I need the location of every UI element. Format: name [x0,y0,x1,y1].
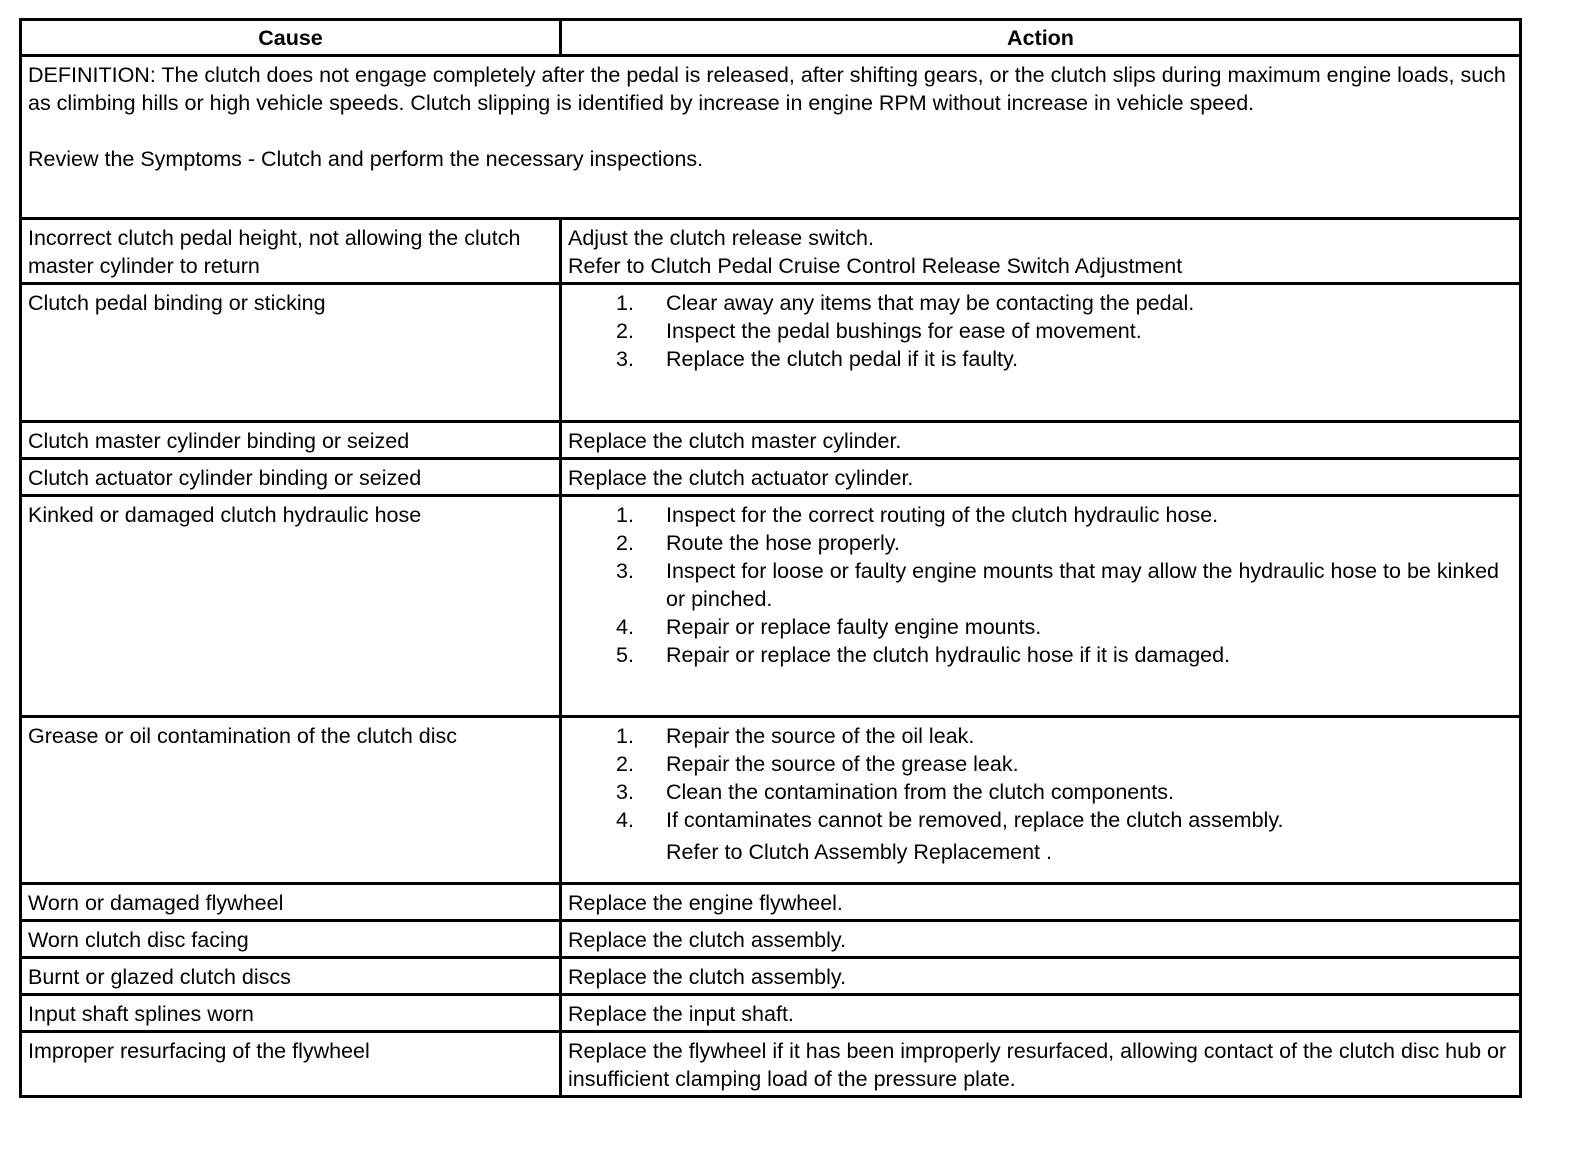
step-list [568,501,1513,669]
step-text: Clear away any items that may be contacting the pedal. [666,291,1195,315]
step-text: Replace the clutch pedal if it is faulty. [666,347,1019,371]
step-number: 3. [616,559,634,583]
action-cell: Replace the clutch master cylinder. [561,422,1521,459]
troubleshooting-table-wrapper [19,18,1519,1098]
list-item [568,557,1513,613]
action-cell: Replace the clutch actuator cylinder. [561,459,1521,496]
action-text: Adjust the clutch release switch. [568,226,874,250]
table-row [21,958,1521,995]
step-text: Route the hose properly. [666,531,900,555]
step-number: 1. [616,724,634,748]
step-list [568,722,1513,834]
list-item [568,529,1513,557]
step-number: 2. [616,319,634,343]
table-row [21,422,1521,459]
action-cell: Replace the clutch assembly. [561,958,1521,995]
step-number: 4. [616,615,634,639]
action-header: Action [561,20,1521,56]
list-item [568,345,1513,373]
cause-cell: Incorrect clutch pedal height, not allowing the clutch master cylinder to return [21,219,561,284]
cause-cell: Improper resurfacing of the flywheel [21,1032,561,1097]
refer-link-text: Refer to Clutch Assembly Replacement . [666,840,1052,864]
step-number: 3. [616,780,634,804]
list-item [568,750,1513,778]
action-cell [561,284,1521,422]
action-cell: Replace the clutch assembly. [561,921,1521,958]
action-cell: Replace the flywheel if it has been improperly resurfaced, allowing contact of the clutch disc hub or insufficient clamping load of the pressure plate. [561,1032,1521,1097]
step-text: Inspect the pedal bushings for ease of movement. [666,319,1142,343]
list-item [568,613,1513,641]
step-number: 3. [616,347,634,371]
table-row [21,284,1521,422]
step-number: 2. [616,531,634,555]
header-row [21,20,1521,56]
cause-cell: Kinked or damaged clutch hydraulic hose [21,496,561,717]
cause-cell: Worn clutch disc facing [21,921,561,958]
step-text: Repair or replace the clutch hydraulic hose if it is damaged. [666,643,1231,667]
action-cell: Replace the engine flywheel. [561,884,1521,921]
action-cell: Replace the input shaft. [561,995,1521,1032]
table-row [21,1032,1521,1097]
step-number: 2. [616,752,634,776]
troubleshooting-table [19,18,1522,1098]
list-item [568,806,1513,834]
cause-cell: Worn or damaged flywheel [21,884,561,921]
definition-cell [21,56,1521,219]
step-number: 1. [616,503,634,527]
refer-link-text: Refer to Clutch Pedal Cruise Control Release Switch Adjustment [568,254,1183,278]
step-number: 4. [616,808,634,832]
step-text: Repair or replace faulty engine mounts. [666,615,1042,639]
list-item [568,501,1513,529]
cause-cell: Clutch actuator cylinder binding or seized [21,459,561,496]
action-cell [561,496,1521,717]
table-row [21,219,1521,284]
list-item [568,289,1513,317]
table-row [21,921,1521,958]
step-text: Inspect for the correct routing of the clutch hydraulic hose. [666,503,1219,527]
cause-cell: Grease or oil contamination of the clutch disc [21,717,561,884]
definition-text: DEFINITION: The clutch does not engage completely after the pedal is released, after shifting gears, or the clutch slips during maximum engine loads, such as climbing hills or high vehicle speeds. Clutch slipping is identified by increase in engine RPM without increase in vehicle speed. [28,63,1506,115]
cause-header: Cause [21,20,561,56]
list-item [568,641,1513,669]
definition-row [21,56,1521,219]
cause-cell: Clutch pedal binding or sticking [21,284,561,422]
list-item [568,722,1513,750]
step-list [568,289,1513,373]
step-text: Repair the source of the grease leak. [666,752,1019,776]
cause-cell: Burnt or glazed clutch discs [21,958,561,995]
step-text: Repair the source of the oil leak. [666,724,975,748]
step-number: 1. [616,291,634,315]
step-text: If contaminates cannot be removed, replace the clutch assembly. [666,808,1284,832]
step-text: Clean the contamination from the clutch components. [666,780,1174,804]
table-row [21,717,1521,884]
step-number: 5. [616,643,634,667]
step-text: Inspect for loose or faulty engine mounts that may allow the hydraulic hose to be kinked or pinched. [666,559,1499,611]
review-symptoms-text: Review the Symptoms - Clutch and perform the necessary inspections. [28,147,704,171]
action-cell [561,717,1521,884]
list-item [568,317,1513,345]
action-cell [561,219,1521,284]
list-item [568,778,1513,806]
cause-cell: Clutch master cylinder binding or seized [21,422,561,459]
table-row [21,995,1521,1032]
table-row [21,884,1521,921]
table-row [21,496,1521,717]
table-row [21,459,1521,496]
cause-cell: Input shaft splines worn [21,995,561,1032]
